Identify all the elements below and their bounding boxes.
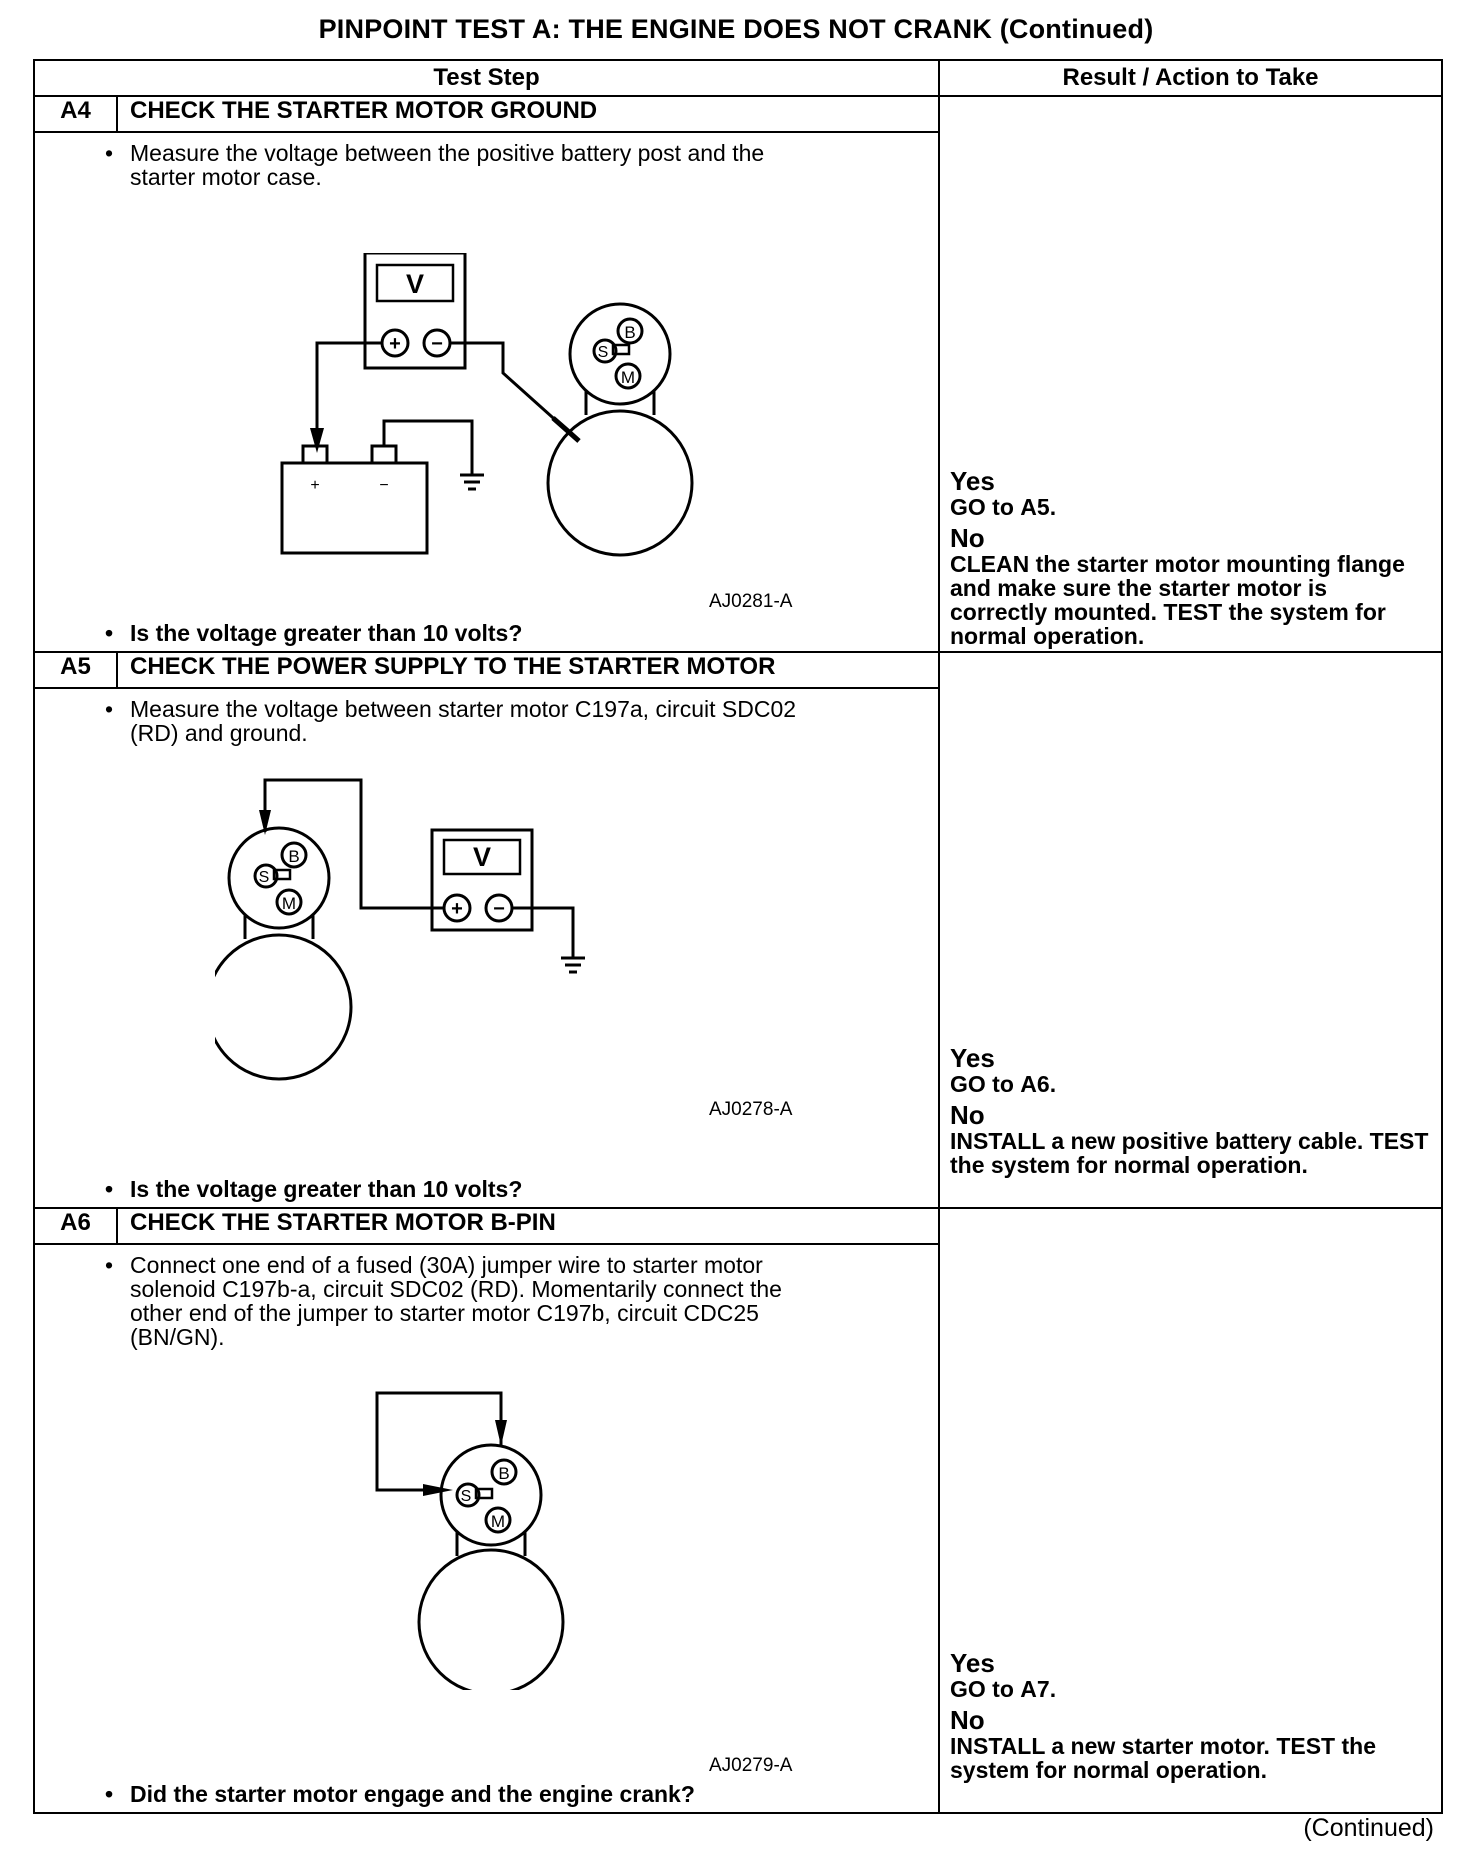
pinpoint-test-table xyxy=(33,59,1443,1814)
result-yes-action: GO to A6. xyxy=(950,1071,1057,1097)
result-yes-label: Yes xyxy=(950,1043,995,1073)
step-title-a4: CHECK THE STARTER MOTOR GROUND xyxy=(117,96,939,132)
svg-text:−: − xyxy=(379,477,389,494)
svg-text:S: S xyxy=(460,1488,472,1505)
svg-text:S: S xyxy=(597,344,609,361)
figure-starter-ground-diagram xyxy=(235,253,775,573)
svg-text:−: − xyxy=(493,898,505,920)
header-test-step: Test Step xyxy=(34,60,939,96)
instruction-a6: • Connect one end of a fused (30A) jumper wire to starter motor solenoid C197b-a, circuit SDC02 (RD). Momentarily connect the other end of the jumper to starter motor C197b, circuit CDC25 (BN/GN). xyxy=(105,1252,782,1350)
figure-power-supply-diagram xyxy=(215,777,735,1117)
step-body-a5 xyxy=(34,688,939,1208)
instruction-a4: • Measure the voltage between the positive battery post and the starter motor case. xyxy=(105,140,765,190)
continued-footer: (Continued) xyxy=(1303,1814,1434,1842)
header-result: Result / Action to Take xyxy=(939,60,1442,96)
result-yes-label: Yes xyxy=(950,466,995,496)
svg-text:B: B xyxy=(498,1464,510,1483)
svg-text:S: S xyxy=(258,869,270,886)
instruction-a5: • Measure the voltage between starter motor C197a, circuit SDC02 (RD) and ground. xyxy=(105,696,797,746)
svg-text:B: B xyxy=(288,847,300,866)
result-yes-label: Yes xyxy=(950,1648,995,1678)
result-cell-a4 xyxy=(939,96,1442,652)
step-body-a4 xyxy=(34,132,939,652)
step-title-a5: CHECK THE POWER SUPPLY TO THE STARTER MOTOR xyxy=(117,652,939,688)
svg-text:M: M xyxy=(490,1512,506,1531)
step-id-a4: A4 xyxy=(34,96,117,132)
figure-label-a5: AJ0278-A xyxy=(709,1099,793,1120)
step-title-a6: CHECK THE STARTER MOTOR B-PIN xyxy=(117,1208,939,1244)
svg-text:+: + xyxy=(451,898,463,920)
result-no-action: INSTALL a new positive battery cable. TEST the system for normal operation. xyxy=(950,1128,1429,1178)
question-a5: • Is the voltage greater than 10 volts? xyxy=(105,1176,523,1202)
step-body-a6 xyxy=(34,1244,939,1813)
question-a4: • Is the voltage greater than 10 volts? xyxy=(105,620,523,646)
svg-text:+: + xyxy=(389,333,401,355)
step-id-a6: A6 xyxy=(34,1208,117,1244)
svg-text:M: M xyxy=(620,368,636,387)
result-no-action: CLEAN the starter motor mounting flange and make sure the starter motor is correctly mounted. TEST the system for normal operation. xyxy=(950,551,1405,649)
figure-b-pin-jumper-diagram xyxy=(355,1390,615,1690)
question-a6: • Did the starter motor engage and the engine crank? xyxy=(105,1781,695,1807)
result-no-action: INSTALL a new starter motor. TEST the system for normal operation. xyxy=(950,1733,1376,1783)
figure-label-a4: AJ0281-A xyxy=(709,591,793,612)
result-no-label: No xyxy=(950,523,985,553)
svg-text:V: V xyxy=(472,842,492,872)
result-cell-a5 xyxy=(939,652,1442,1208)
battery-icon xyxy=(282,463,427,553)
result-cell-a6 xyxy=(939,1208,1442,1813)
svg-text:V: V xyxy=(405,269,425,299)
result-yes-action: GO to A5. xyxy=(950,494,1057,520)
result-no-label: No xyxy=(950,1705,985,1735)
svg-text:M: M xyxy=(281,894,297,913)
figure-label-a6: AJ0279-A xyxy=(709,1755,793,1776)
step-id-a5: A5 xyxy=(34,652,117,688)
page-title: PINPOINT TEST A: THE ENGINE DOES NOT CRANK (Continued) xyxy=(318,14,1154,44)
svg-text:+: + xyxy=(310,477,320,494)
result-no-label: No xyxy=(950,1100,985,1130)
result-yes-action: GO to A7. xyxy=(950,1676,1057,1702)
svg-text:B: B xyxy=(624,323,636,342)
svg-text:−: − xyxy=(431,333,443,355)
